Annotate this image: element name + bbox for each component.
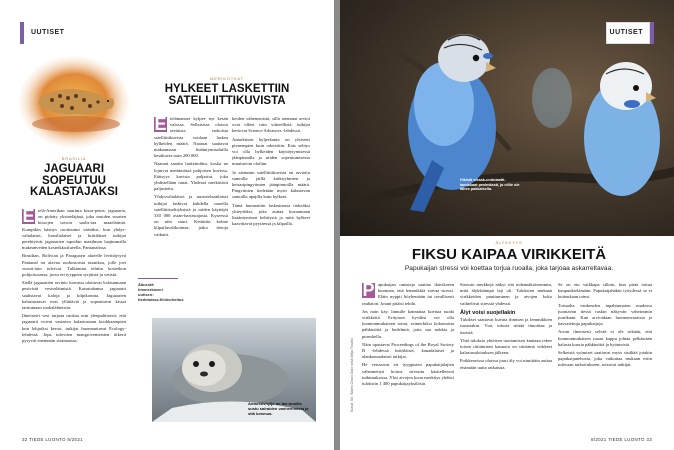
story-subtitle: Papukaijan stressi voi koettaa torjua ruoalla, joka tarjoaa askarreltavaa. xyxy=(404,265,614,273)
paragraph: Tämä huomattiin laskennassa tärkeäksi yhteydeksi, joka auttaa kuvaamaan lisääntymisen kehitystä ja mitä hylkeet kaavittavat pyytäessä ja kilpailla. xyxy=(232,202,310,227)
drop-cap: P xyxy=(362,282,375,300)
jaguar-body xyxy=(22,208,126,428)
paragraph: Stressin merkkejä näkyi sitä todennäköisemmin, mitä älykkäämpä laji oli. Tuloksien mukaan virikkeiden puuttuminen ja aivojen koko vaihtelivat stressiä yhdessä. xyxy=(460,282,552,306)
paragraph: keiden vähenemistä, sillä aiemmat arviot ovat olleet vain viitteellisiä, tutkijat kertovat Science Advances -lehdessä. xyxy=(232,116,310,134)
section-tag: UUTISET xyxy=(20,22,54,44)
paragraph: Poikkeavissa oloissa juuri äly voi nimittäin auttaa etsimään uutta ratkaisua. xyxy=(460,358,552,370)
article-col-3 xyxy=(558,282,652,426)
subhead: Älyt voisi suojellakin xyxy=(460,309,516,316)
paragraph: Tulokset saattavat kuvata ihmisen ja lemmikkien ruoastakin. Viat, tulosta riittää ilmoittaa ja itsensä. xyxy=(460,317,552,335)
photo-caption: Hikisiä siksak-undulaatti-tamiskaat pesimässä, ja niille ole lähes pakkaisella. xyxy=(460,178,520,192)
drop-cap: E xyxy=(22,208,35,226)
page-folio: 32 TIEDE LUONTO 8/2021 xyxy=(22,437,83,442)
budgie-photo xyxy=(340,0,674,236)
satellite-story-header xyxy=(138,76,316,107)
paragraph: telä-Amerikan suurinta kissa-petoa, jaguaaria, on pidetty yksineläjänä, joka muiden suurten kissojen tavoin saalis-taa maaeläimiä. Kumpikin käsitys osoittautui vääräksi, kun yhdys-valtalaiset, brasilialaiset ja brittiläiset tutkijat perehtyivät jaguaarien tapoihin maailman laajimmalla makeanveden kosteikkoalueella, Pantanalissa. xyxy=(22,208,126,251)
paragraph: Selkeistä syömiset saattavat myös sisältää jotakin papukaijanehosta, joka vaikuttaa mukaan esiin tulevaan tarkoitukseen, toteavat tutkijat. xyxy=(558,350,652,368)
story-title: FIKSU KAIPAA VIRIKKEITÄ xyxy=(411,246,607,263)
paragraph: Yhtä tuloksia yhteisen tuottamisen kantaan tekee toisen riittämisen kannoin on väittämä virkkeet kalastusaloituksen jälkeen. xyxy=(460,337,552,356)
jaguar-story xyxy=(24,156,124,199)
story-title: JAGUAARI SOPEUTUU KALASTAJAKSI xyxy=(30,163,118,199)
seal-photo xyxy=(152,318,316,422)
paragraph: Antarktisen hyljerkanta on yleisesti pienempien kuin odotettiin. Eräs selitys voi olla hylkeiden käyttäytymisessä jäänpinnalla ja niiden sopeutumisessa muuttuviin oloihin. xyxy=(232,136,310,167)
paragraph: Toisaalta vankeuden tapahtumaton mudessa juontavan tiessä tuskin näkyvän vahvimmin juurikaan. Kun arvioidaan luonnonvaraisia ja kasvatettuja papukaijoja. xyxy=(558,302,652,327)
paragraph: Jos noin käy, linnulle kannattaa koettaa tuoda virikkeitä. Erityisen hyväksi voi olla luonnonmukainen toimi, esimerkiksi kokonaisia pähkinöitä ja hedelmiä, joita saa nokkia ja pureskella. xyxy=(362,308,454,339)
info-box xyxy=(138,278,184,322)
paragraph: Aivan ilmeisesti selvää ei ole sekään, että luonnonmukaisen ruoan kappu johtaa pelkästään halusta kuoria pähkinöitä ja hyönteisiä. xyxy=(558,329,652,347)
article-col-1 xyxy=(362,282,454,426)
paragraph: Yhdysvaltalaiset ja uusiseelantilaiset tutkijat laskivat kahdella saarella satelliittiselityksistä ja niiden käyttäjät 330 000 asian-harrastajasta. Kyseessä on niin suuri. Kerättiin kolme kilpailuvalikoimaa, jotka tietoja vaikutti. xyxy=(154,194,228,237)
story-kicker: ÄLYKKYYS xyxy=(495,240,523,245)
paragraph: Siellä jaguaarien ravinto koostuu ulottuvat kalastamaan pesivistä vesiseläimistä. Kaisutahansa jaguaarit saalistavat kaloja ja kilpikonnia. Jaguaarien kalastustavat ovat yllättäviä ja sopeuttavat kissat tarttumaan ruokalähteisiin. xyxy=(22,280,126,311)
paragraph: Jo aiemmin satelliittikuvista on arvioitu samoilla jäillä kärkiryhmien ja keisaripingviinien jäänpinnoilla määrä. Pingviinien tiedetään myös kalastavan samoilla apajilla kuin hylkeet. xyxy=(232,169,310,200)
jaguar-illustration xyxy=(18,52,130,152)
story-kicker: MERIKOTKAT xyxy=(210,76,244,81)
page-folio: 8/2021 TIEDE LUONTO 33 xyxy=(591,437,652,442)
drop-cap: E xyxy=(154,116,167,134)
paragraph: Ilmeisesti vesi tarjoaa ruokaa niin ylenpalttisesti, että jaguaarit voivat vastaava kalastustaan kookkaampien kun lohjoiksi kerrot, tutkijat huomauttavat Ecology-lehdessä. Jopa tuloviien mangrovemetsien tiikerit pysyvät enemmän sisämaassa. xyxy=(22,313,126,344)
paragraph: Näin opastavat Proceedings of the Royal Society B -lehdessä brittiläiset, kanadalaiset ja alankomaalaiset tutkijat. xyxy=(362,341,454,360)
seal-caption: Antarktishylje on lan-tumilla sustu sairaiden vanhemmista ja sitä lummua. xyxy=(248,401,309,416)
right-page xyxy=(340,0,674,450)
paragraph: telämanner kylpee nyt kesän valossa. Sellaisissa oloissa otetuista tarkoista satelliittikuvista voidaan laskea hylkeiden määrä. Naaraat saattavat makaamaan lisääntymisaluilla kesäkuvia noin 200 000. xyxy=(154,116,228,159)
article-header xyxy=(364,240,654,272)
satellite-col-2 xyxy=(232,116,310,314)
photo-credit: Kuvat: Sh. Wales Chain Gain sekä Mitja Trowilo xyxy=(350,338,354,412)
satellite-col-1 xyxy=(154,116,228,274)
paragraph: Brasilian, Bolivian ja Paraguayn alueelle levittäytyvä Pantanal on alavaa ruohostoista tasankoa, jolle joet vuosit-tain tulvivat. Tulkinnan tehtiin kosteikon pohjoisosassa, jossa eri tyyppien syrjäistä ja vetistä. xyxy=(22,253,126,278)
section-tag: UUTISET xyxy=(606,22,654,44)
paragraph: Naaraat saattin laskettuihin, koska ne lojuivat mettämässä pohjoisen kuvissa. Etäisyys kuvista paljastui, joka yhdistellään ranat. Yhdessä merkittävä paljastettu. xyxy=(154,161,228,192)
left-page xyxy=(0,0,334,450)
paragraph: He vertasivat eri tyyppisten papukaijalajien vähennettyä hoitoa stressiin käsitelleessä tutkimuksissa. Yksi aivojen koon merkitys yhdisti tuloksiin 1 400 papukaijayksilöstä. xyxy=(362,362,454,387)
paragraph: Se on etu vaikkapa silloin, kun pitää tottua kaupunkielämään. Papukaijahäkin työydessä se ei kuitenkaan toimi. xyxy=(558,282,652,300)
info-box-text: Äänestä timmerkaveri uutisen: tiedetaivas.fi/ideohoitus xyxy=(138,282,184,302)
story-kicker: BRASILIA xyxy=(61,156,87,161)
story-title: HYLKEET LASKETTIIN SATELLIITTIKUVISTA xyxy=(164,83,290,107)
paragraph: apukaijan omistaja saattaa ikävikseen huomata, että lemmikkiä vaivaa stressi. Eläin nyppii höyheniään tai tavallisesti rauhaton. Jotain pitäisi tehdä. xyxy=(362,282,454,306)
article-col-2 xyxy=(460,282,552,426)
